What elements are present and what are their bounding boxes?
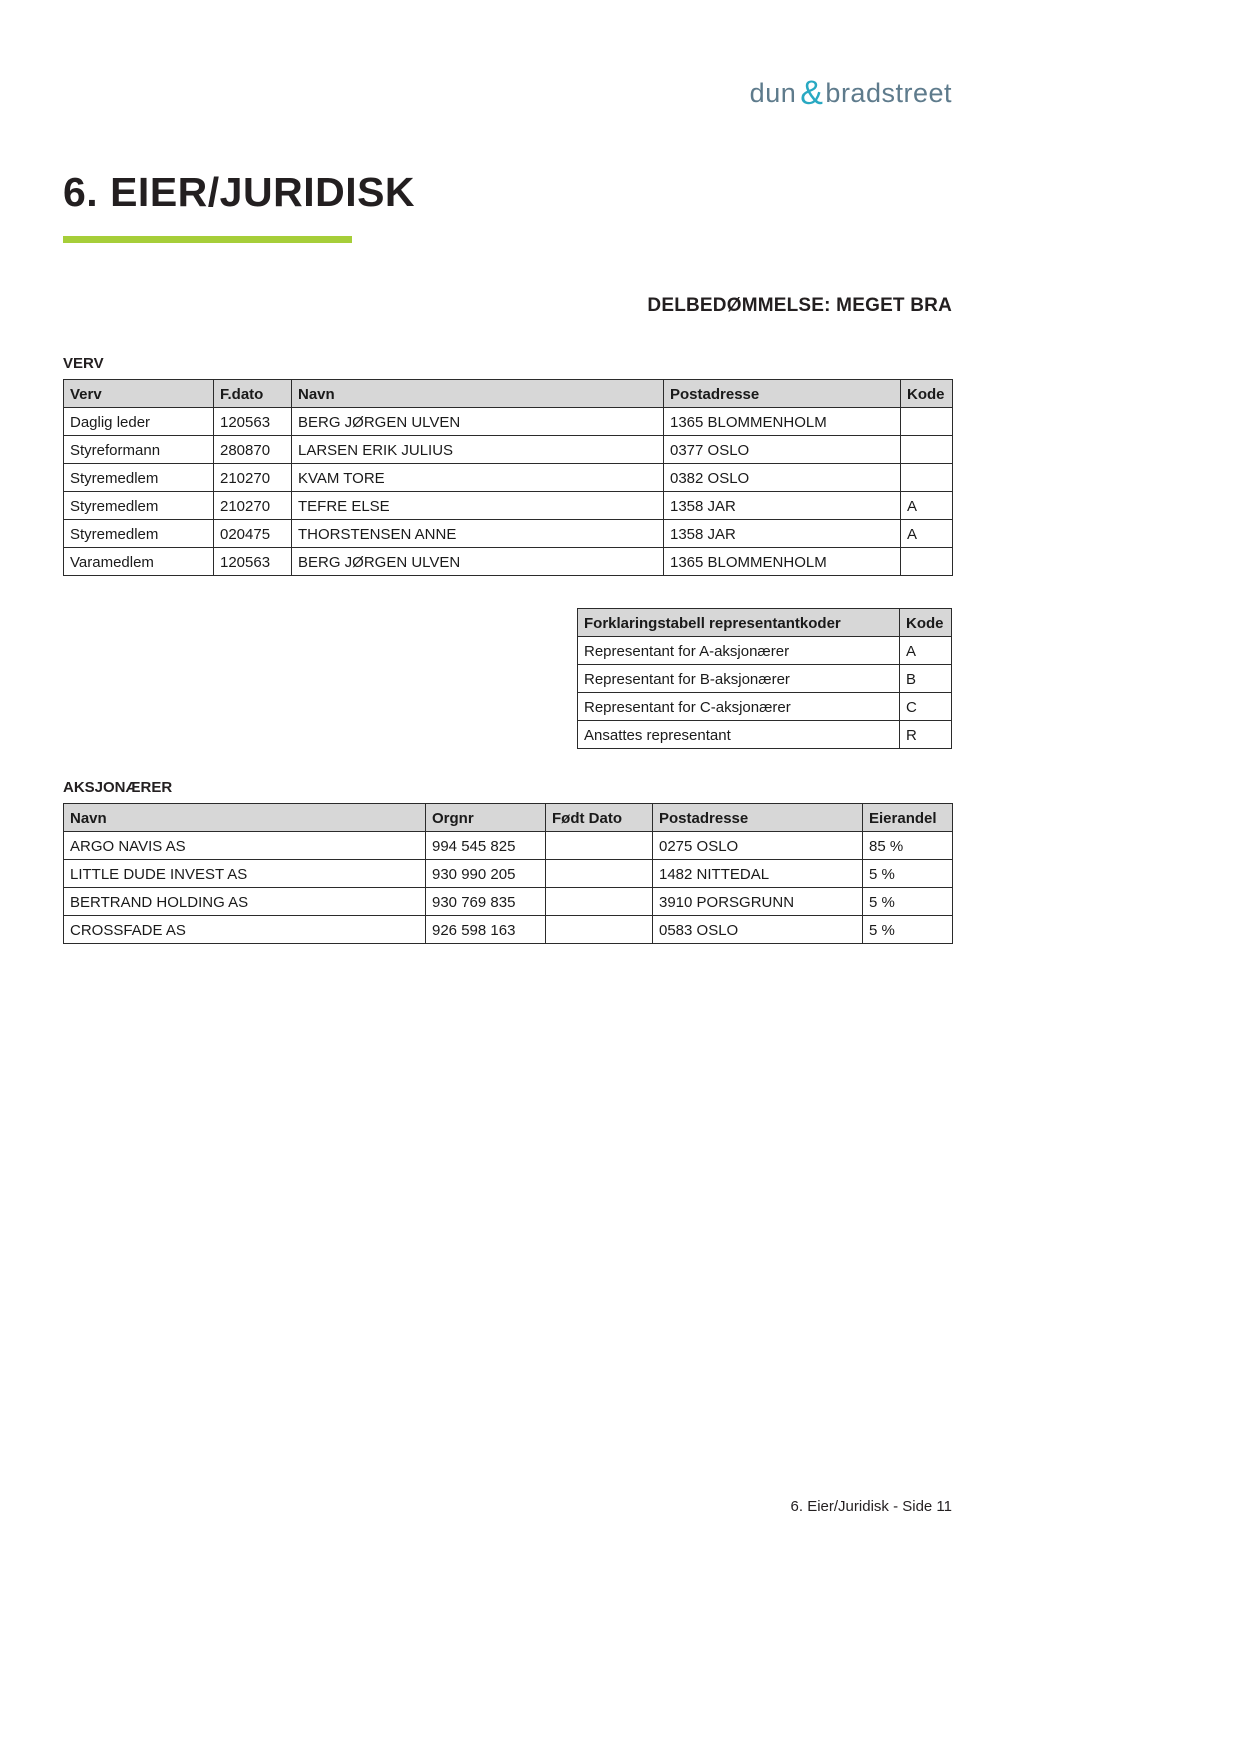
- table-cell: LITTLE DUDE INVEST AS: [64, 860, 426, 888]
- table-cell: 020475: [214, 520, 292, 548]
- footer-text: 6. Eier/Juridisk - Side 11: [790, 1498, 952, 1515]
- table-row: [64, 916, 953, 944]
- table-cell: A: [901, 492, 953, 520]
- table-cell: Styremedlem: [64, 520, 214, 548]
- table-cell: BERTRAND HOLDING AS: [64, 888, 426, 916]
- codes-header-row: [578, 609, 952, 637]
- table-cell: [546, 832, 653, 860]
- table-cell: 994 545 825: [426, 832, 546, 860]
- table-row: [578, 721, 952, 749]
- table-cell: R: [900, 721, 952, 749]
- table-cell: BERG JØRGEN ULVEN: [292, 548, 664, 576]
- table-cell: A: [901, 520, 953, 548]
- table-cell: LARSEN ERIK JULIUS: [292, 436, 664, 464]
- table-cell: C: [900, 693, 952, 721]
- assessment-heading: DELBEDØMMELSE: MEGET BRA: [647, 295, 952, 316]
- table-cell: Ansattes representant: [578, 721, 900, 749]
- table-cell: 280870: [214, 436, 292, 464]
- column-header: Verv: [64, 380, 214, 408]
- table-row: [64, 860, 953, 888]
- table-row: [64, 520, 953, 548]
- table-cell: 0583 OSLO: [653, 916, 863, 944]
- logo-text-dun: dun: [749, 78, 797, 108]
- representative-codes-wrap: [63, 608, 952, 749]
- table-cell: [901, 464, 953, 492]
- table-cell: Representant for C-aksjonærer: [578, 693, 900, 721]
- shareholders-section-label: AKSJONÆRER: [63, 779, 173, 796]
- table-cell: ARGO NAVIS AS: [64, 832, 426, 860]
- table-cell: BERG JØRGEN ULVEN: [292, 408, 664, 436]
- table-cell: 1365 BLOMMENHOLM: [664, 408, 901, 436]
- logo-row: [63, 0, 952, 111]
- table-cell: [901, 548, 953, 576]
- table-cell: Styremedlem: [64, 492, 214, 520]
- table-cell: [546, 916, 653, 944]
- table-row: [578, 693, 952, 721]
- table-cell: 3910 PORSGRUNN: [653, 888, 863, 916]
- table-cell: 0275 OSLO: [653, 832, 863, 860]
- table-cell: [901, 436, 953, 464]
- table-row: [578, 637, 952, 665]
- table-row: [64, 436, 953, 464]
- column-header: Navn: [64, 804, 426, 832]
- table-cell: Representant for A-aksjonærer: [578, 637, 900, 665]
- shareholders-header-row: [64, 804, 953, 832]
- column-header: Forklaringstabell representantkoder: [578, 609, 900, 637]
- verv-section-label: VERV: [63, 355, 104, 372]
- table-cell: B: [900, 665, 952, 693]
- column-header: Orgnr: [426, 804, 546, 832]
- column-header: Postadresse: [664, 380, 901, 408]
- table-row: [64, 492, 953, 520]
- representative-codes-table: [577, 608, 952, 749]
- verv-header-row: [64, 380, 953, 408]
- column-header: Kode: [901, 380, 953, 408]
- table-cell: Varamedlem: [64, 548, 214, 576]
- table-cell: A: [900, 637, 952, 665]
- table-cell: 210270: [214, 492, 292, 520]
- column-header: F.dato: [214, 380, 292, 408]
- table-cell: 5 %: [863, 888, 953, 916]
- column-header: Navn: [292, 380, 664, 408]
- title-accent-bar: [63, 236, 352, 243]
- table-row: [64, 832, 953, 860]
- verv-table: [63, 379, 953, 576]
- table-row: [64, 888, 953, 916]
- column-header: Postadresse: [653, 804, 863, 832]
- table-cell: 0377 OSLO: [664, 436, 901, 464]
- table-cell: Styremedlem: [64, 464, 214, 492]
- table-cell: 0382 OSLO: [664, 464, 901, 492]
- table-cell: Styreformann: [64, 436, 214, 464]
- table-cell: Representant for B-aksjonærer: [578, 665, 900, 693]
- table-cell: 210270: [214, 464, 292, 492]
- table-row: [64, 408, 953, 436]
- page-title: 6. EIER/JURIDISK: [63, 169, 416, 215]
- table-cell: KVAM TORE: [292, 464, 664, 492]
- table-row: [64, 548, 953, 576]
- table-cell: [901, 408, 953, 436]
- table-cell: 930 990 205: [426, 860, 546, 888]
- table-cell: [546, 888, 653, 916]
- table-cell: CROSSFADE AS: [64, 916, 426, 944]
- column-header: Født Dato: [546, 804, 653, 832]
- table-cell: 926 598 163: [426, 916, 546, 944]
- table-cell: 85 %: [863, 832, 953, 860]
- ampersand-icon: &: [800, 74, 824, 112]
- table-cell: [546, 860, 653, 888]
- table-cell: Daglig leder: [64, 408, 214, 436]
- table-cell: 120563: [214, 408, 292, 436]
- logo-text-bradstreet: bradstreet: [825, 78, 952, 108]
- table-cell: 1365 BLOMMENHOLM: [664, 548, 901, 576]
- table-row: [64, 464, 953, 492]
- table-cell: 1358 JAR: [664, 492, 901, 520]
- column-header: Eierandel: [863, 804, 953, 832]
- table-cell: 930 769 835: [426, 888, 546, 916]
- table-cell: 5 %: [863, 916, 953, 944]
- dun-bradstreet-logo: [750, 72, 952, 111]
- table-cell: THORSTENSEN ANNE: [292, 520, 664, 548]
- table-cell: TEFRE ELSE: [292, 492, 664, 520]
- column-header: Kode: [900, 609, 952, 637]
- shareholders-table: [63, 803, 953, 944]
- table-cell: 120563: [214, 548, 292, 576]
- table-cell: 5 %: [863, 860, 953, 888]
- table-cell: 1358 JAR: [664, 520, 901, 548]
- table-cell: 1482 NITTEDAL: [653, 860, 863, 888]
- table-row: [578, 665, 952, 693]
